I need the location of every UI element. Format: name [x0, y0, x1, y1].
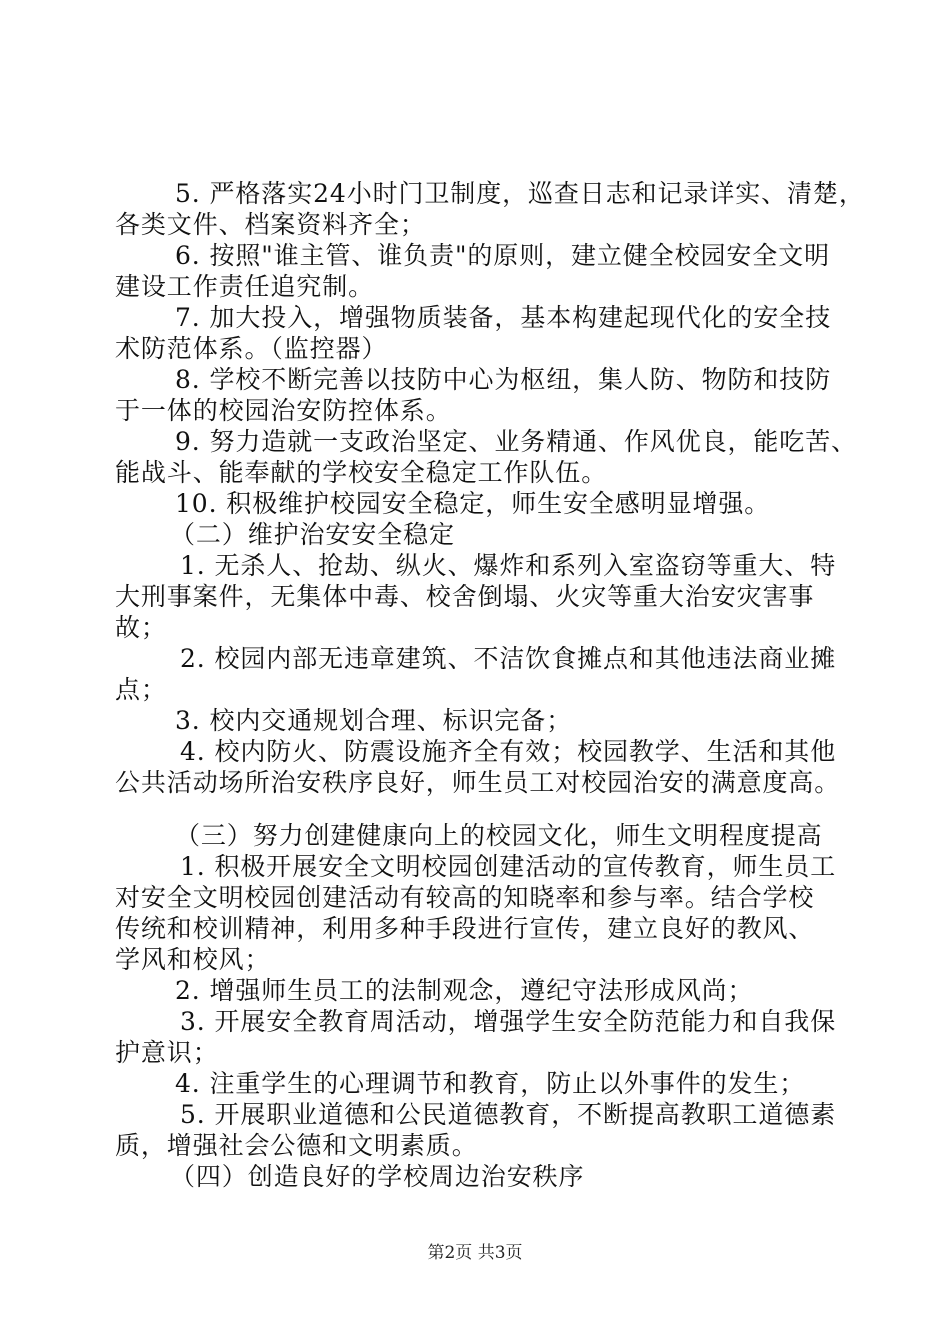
page-number-footer: 第2页 共3页: [427, 1243, 523, 1263]
text-line: 2. 校园内部无违章建筑、不洁饮食摊点和其他违法商业摊: [180, 644, 837, 673]
text-line: 6. 按照"谁主管、谁负责"的原则，建立健全校园安全文明: [175, 241, 830, 270]
text-line: 5. 开展职业道德和公民道德教育，不断提高教职工道德素: [180, 1100, 837, 1129]
section-heading: （四）创造良好的学校周边治安秩序: [170, 1162, 585, 1191]
text-line: 大刑事案件，无集体中毒、校舍倒塌、火灾等重大治安灾害事: [115, 582, 815, 611]
text-line: 故；: [115, 613, 167, 642]
text-line: 10. 积极维护校园安全稳定，师生安全感明显增强。: [175, 489, 771, 518]
text-line: 点；: [115, 675, 167, 704]
text-line: 学风和校风；: [115, 945, 271, 974]
text-line: 术防范体系。（监控器）: [115, 334, 388, 363]
text-line: 9. 努力造就一支政治坚定、业务精通、作风优良，能吃苦、: [175, 427, 858, 456]
text-line: 4. 注重学生的心理调节和教育，防止以外事件的发生；: [175, 1069, 806, 1098]
text-line: 公共活动场所治安秩序良好，师生员工对校园治安的满意度高。: [115, 768, 841, 797]
text-line: 质，增强社会公德和文明素质。: [115, 1131, 478, 1160]
text-line: 护意识；: [115, 1038, 219, 1067]
text-line: 7. 加大投入，增强物质装备，基本构建起现代化的安全技: [175, 303, 832, 332]
text-line: 1. 无杀人、抢劫、纵火、爆炸和系列入室盗窃等重大、特: [180, 551, 837, 580]
section-heading: （三）努力创建健康向上的校园文化，师生文明程度提高: [175, 821, 823, 850]
text-line: 5. 严格落实24小时门卫制度，巡查日志和记录详实、清楚，: [175, 179, 865, 208]
text-line: 各类文件、档案资料齐全；: [115, 210, 426, 239]
text-line: 于一体的校园治安防控体系。: [115, 396, 452, 425]
text-line: 3. 校内交通规划合理、标识完备；: [175, 706, 573, 735]
text-line: 能战斗、能奉献的学校安全稳定工作队伍。: [115, 458, 608, 487]
text-line: 传统和校训精神，利用多种手段进行宣传，建立良好的教风、: [115, 914, 815, 943]
text-line: 建设工作责任追究制。: [115, 272, 375, 301]
text-line: 4. 校内防火、防震设施齐全有效；校园教学、生活和其他: [180, 737, 837, 766]
text-line: 8. 学校不断完善以技防中心为枢纽，集人防、物防和技防: [175, 365, 832, 394]
section-heading: （二）维护治安安全稳定: [170, 520, 455, 549]
text-line: 1. 积极开展安全文明校园创建活动的宣传教育，师生员工: [180, 852, 837, 881]
text-line: 3. 开展安全教育周活动，增强学生安全防范能力和自我保: [180, 1007, 837, 1036]
text-line: 2. 增强师生员工的法制观念，遵纪守法形成风尚；: [175, 976, 754, 1005]
text-line: 对安全文明校园创建活动有较高的知晓率和参与率。结合学校: [115, 883, 815, 912]
